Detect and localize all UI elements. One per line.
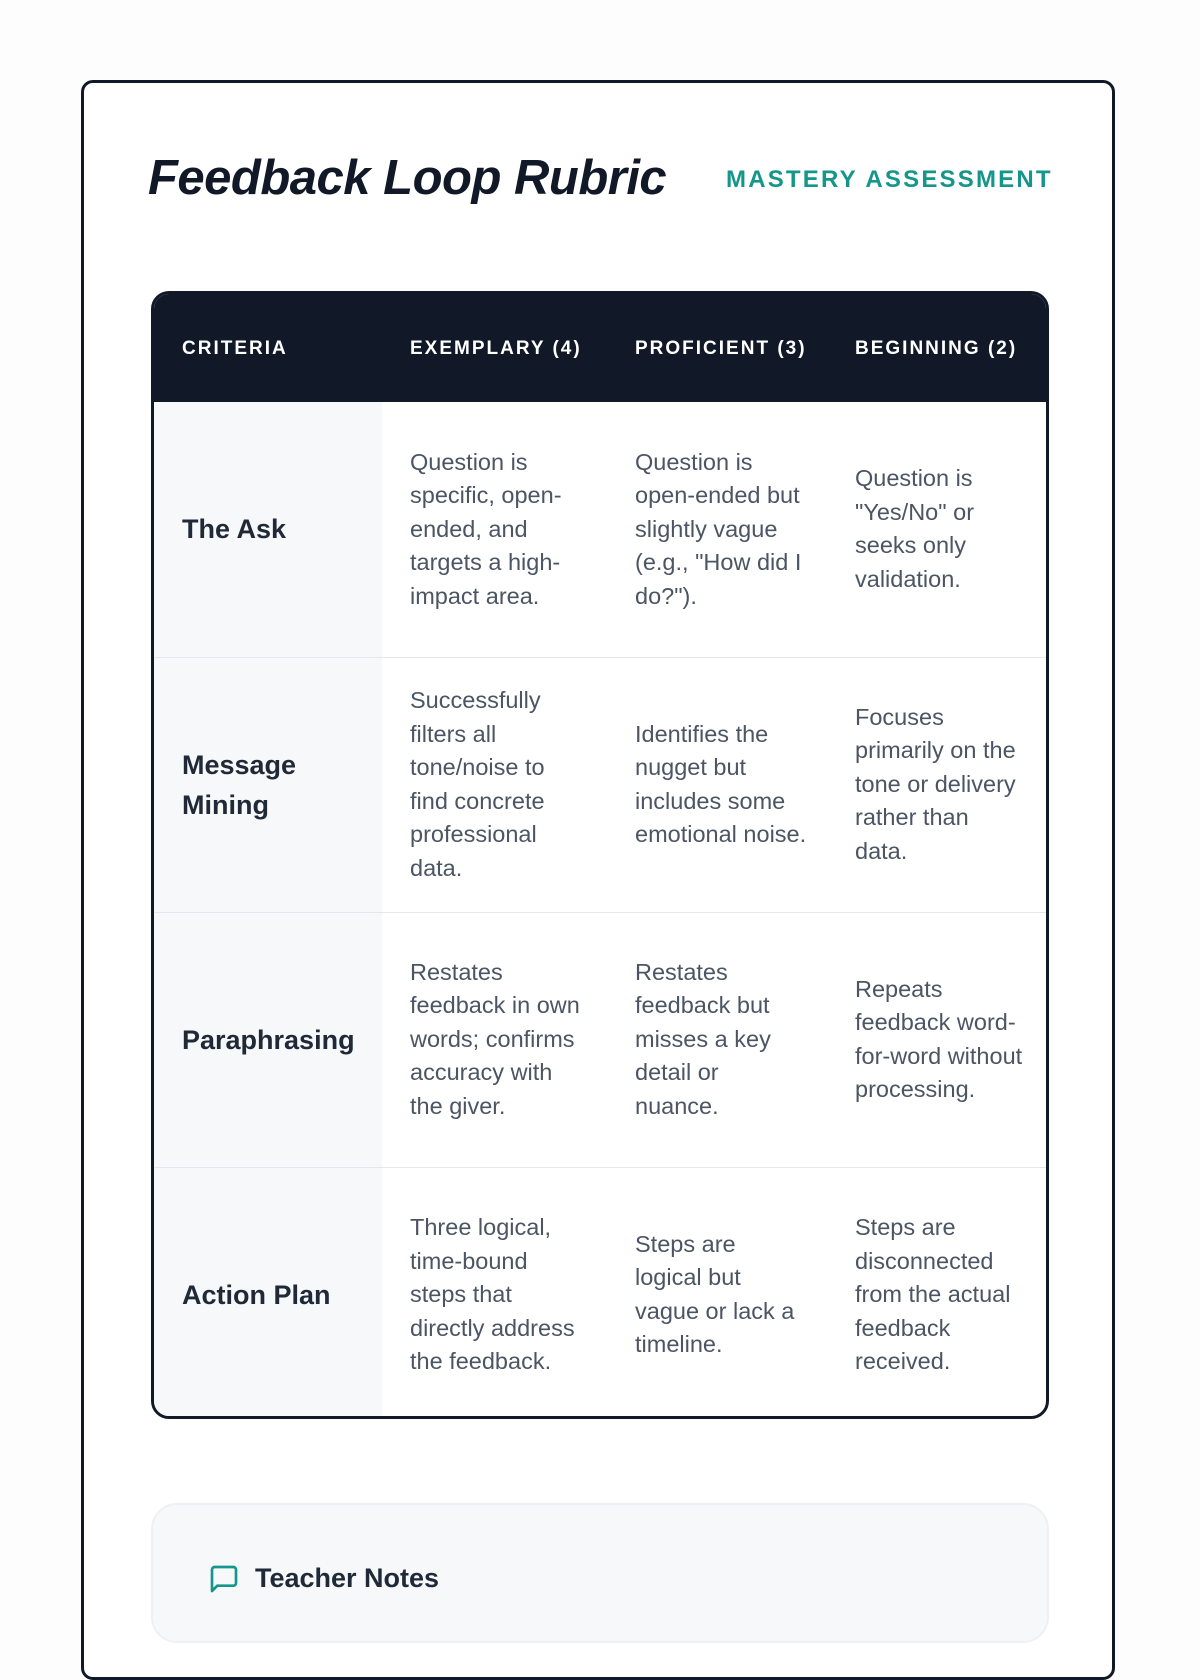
column-header-beginning: BEGINNING (2)	[855, 337, 1018, 359]
proficient-cell: Question is open-ended but slightly vague (e.g., "How did I do?").	[635, 448, 802, 609]
assessment-label: MASTERY ASSESSMENT	[726, 166, 1053, 193]
table-header-row	[154, 294, 1046, 402]
table-row	[154, 1167, 1046, 1419]
proficient-cell: Restates feedback but misses a key detail or nuance.	[635, 958, 771, 1119]
criteria-cell: Action Plan	[154, 1167, 382, 1419]
exemplary-cell: Question is specific, open-ended, and targets a high-impact area.	[410, 448, 562, 609]
teacher-notes-panel	[151, 1503, 1049, 1643]
column-header-criteria: CRITERIA	[182, 337, 288, 359]
criteria-cell: The Ask	[154, 402, 382, 657]
proficient-cell: Identifies the nugget but includes some emotional noise.	[635, 720, 807, 847]
table-row	[154, 402, 1046, 657]
beginning-cell: Question is "Yes/No" or seeks only validation.	[855, 465, 975, 592]
beginning-cell: Focuses primarily on the tone or delivery rather than data.	[855, 703, 1016, 864]
message-square-icon	[207, 1563, 241, 1595]
column-header-exemplary: EXEMPLARY (4)	[410, 337, 582, 359]
rubric-table	[151, 291, 1049, 1419]
exemplary-cell: Three logical, time-bound steps that directly address the feedback.	[410, 1214, 575, 1374]
criteria-cell: Paraphrasing	[154, 912, 382, 1167]
page-title: Feedback Loop Rubric	[148, 151, 667, 205]
beginning-cell: Repeats feedback word-for-word without processing.	[855, 975, 1023, 1102]
proficient-cell: Steps are logical but vague or lack a timeline.	[635, 1230, 795, 1358]
exemplary-cell: Successfully filters all tone/noise to find concrete professional data.	[410, 687, 545, 881]
column-header-proficient: PROFICIENT (3)	[635, 337, 807, 359]
beginning-cell: Steps are disconnected from the actual feedback received.	[855, 1214, 1011, 1374]
teacher-notes-title: Teacher Notes	[255, 1563, 440, 1593]
criteria-cell: Message Mining	[154, 657, 382, 912]
page-header	[148, 150, 1053, 210]
table-row	[154, 912, 1046, 1167]
table-row	[154, 657, 1046, 912]
exemplary-cell: Restates feedback in own words; confirms accuracy with the giver.	[410, 958, 580, 1119]
